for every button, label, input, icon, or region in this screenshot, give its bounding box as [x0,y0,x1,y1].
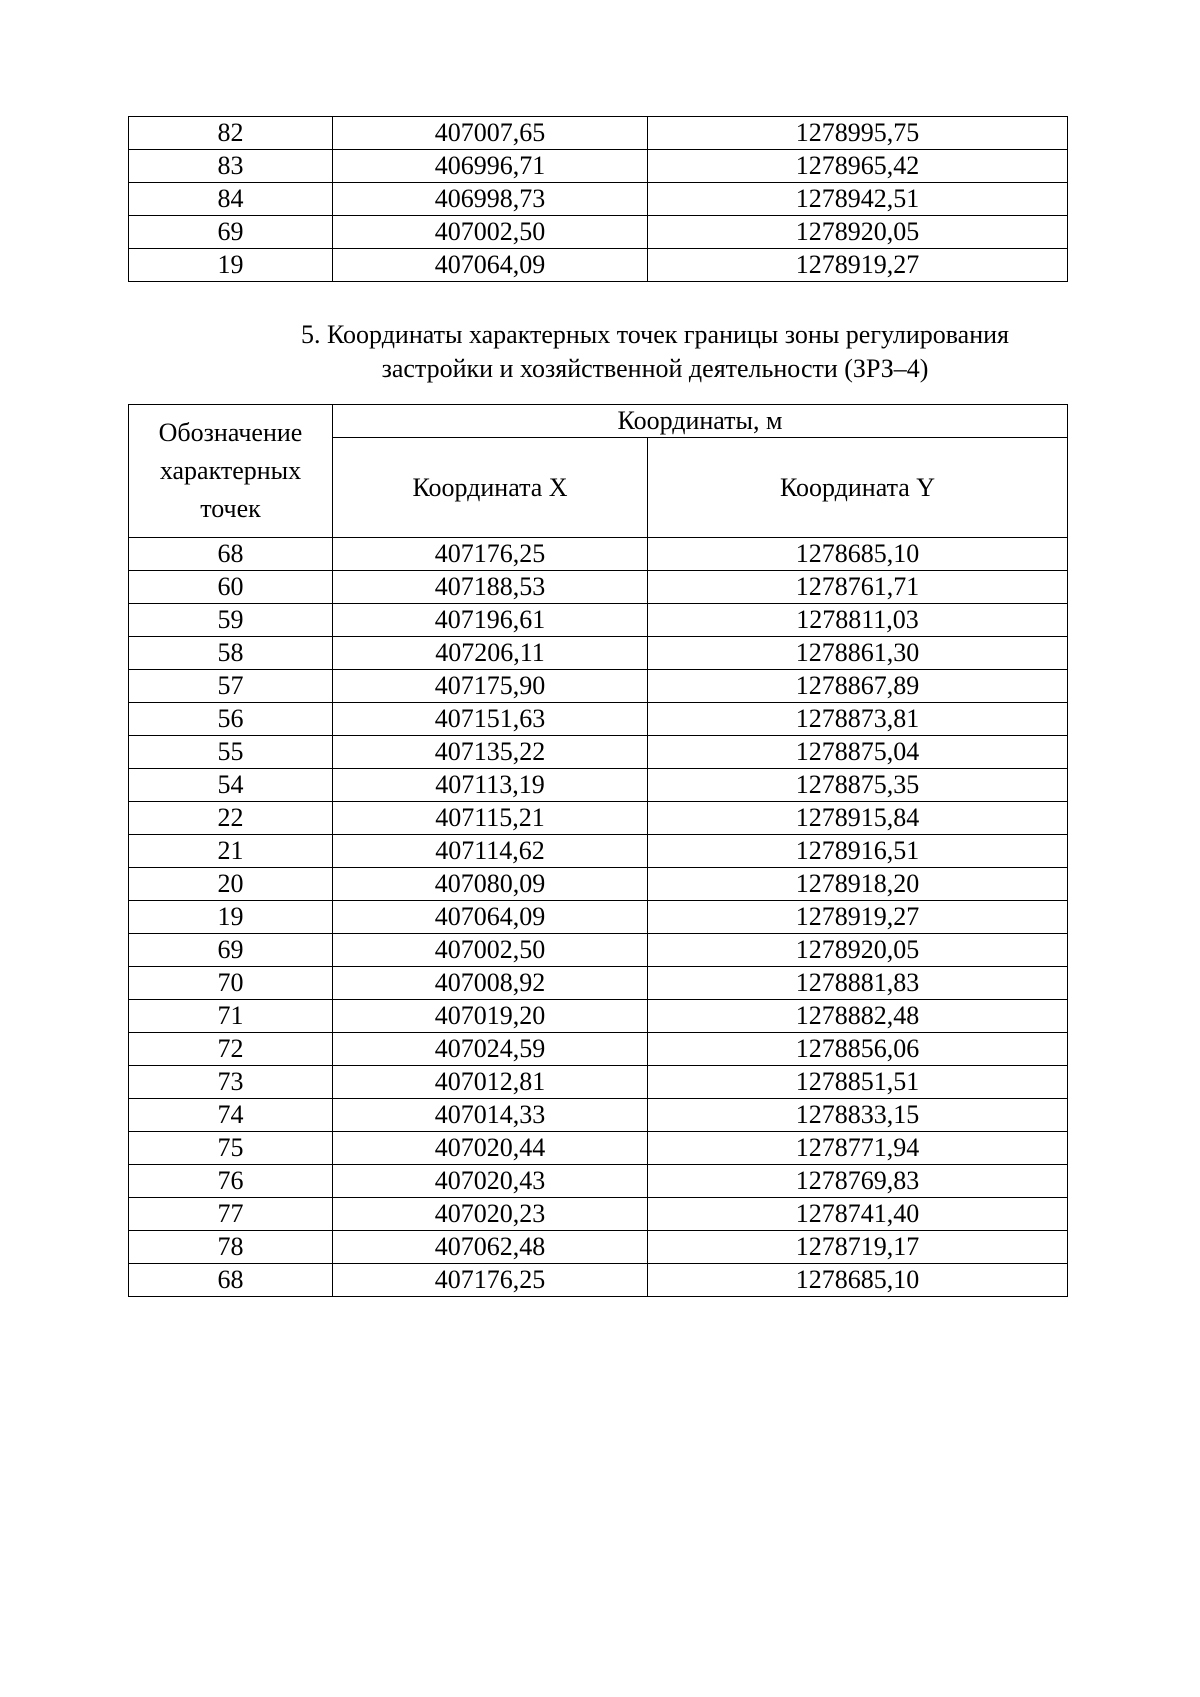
coordinate-y-cell: 1278920,05 [648,934,1068,967]
table-row [129,1198,1068,1231]
point-number-cell: 68 [129,1264,333,1297]
point-number-cell: 20 [129,868,333,901]
table-row [129,1264,1068,1297]
coordinate-y-cell: 1278919,27 [648,901,1068,934]
point-number-cell: 69 [129,216,333,249]
section-heading [240,318,1070,386]
point-number-cell: 77 [129,1198,333,1231]
header-coordinate-x: Координата X [333,438,648,538]
coordinate-y-cell: 1278995,75 [648,117,1068,150]
coordinate-y-cell: 1278833,15 [648,1099,1068,1132]
coordinate-y-cell: 1278882,48 [648,1000,1068,1033]
table-row [129,703,1068,736]
section-heading-line-1: 5. Координаты характерных точек границы зоны регулирования [301,320,1009,349]
coordinate-y-cell: 1278741,40 [648,1198,1068,1231]
coordinate-y-cell: 1278861,30 [648,637,1068,670]
coordinate-y-cell: 1278920,05 [648,216,1068,249]
header-designation: Обозначение характерных точек [129,405,333,538]
zrz4-coordinates-table [128,404,1068,1297]
coordinate-x-cell: 407196,61 [333,604,648,637]
coordinate-x-cell: 407064,09 [333,901,648,934]
coordinate-x-cell: 407188,53 [333,571,648,604]
table-row [129,117,1068,150]
point-number-cell: 75 [129,1132,333,1165]
coordinate-x-cell: 406998,73 [333,183,648,216]
point-number-cell: 78 [129,1231,333,1264]
point-number-cell: 19 [129,249,333,282]
coordinate-y-cell: 1278851,51 [648,1066,1068,1099]
point-number-cell: 68 [129,538,333,571]
coordinate-y-cell: 1278867,89 [648,670,1068,703]
coordinate-x-cell: 407115,21 [333,802,648,835]
table-row [129,604,1068,637]
table-row [129,216,1068,249]
coordinate-y-cell: 1278771,94 [648,1132,1068,1165]
coordinate-x-cell: 407114,62 [333,835,648,868]
coordinate-x-cell: 407064,09 [333,249,648,282]
point-number-cell: 71 [129,1000,333,1033]
point-number-cell: 73 [129,1066,333,1099]
coordinate-y-cell: 1278719,17 [648,1231,1068,1264]
coordinate-x-cell: 407008,92 [333,967,648,1000]
coordinate-x-cell: 407020,43 [333,1165,648,1198]
coordinate-x-cell: 407080,09 [333,868,648,901]
coordinate-y-cell: 1278881,83 [648,967,1068,1000]
coordinate-y-cell: 1278769,83 [648,1165,1068,1198]
table-row [129,637,1068,670]
table-row [129,670,1068,703]
coordinate-y-cell: 1278761,71 [648,571,1068,604]
point-number-cell: 56 [129,703,333,736]
coordinate-y-cell: 1278875,35 [648,769,1068,802]
point-number-cell: 60 [129,571,333,604]
coordinate-x-cell: 407151,63 [333,703,648,736]
table-row [129,835,1068,868]
coordinate-x-cell: 407012,81 [333,1066,648,1099]
coordinate-x-cell: 407176,25 [333,1264,648,1297]
point-number-cell: 55 [129,736,333,769]
coordinate-x-cell: 407002,50 [333,934,648,967]
section-heading-line-2: застройки и хозяйственной деятельности (ЗРЗ–4) [381,354,929,383]
point-number-cell: 84 [129,183,333,216]
coordinate-y-cell: 1278811,03 [648,604,1068,637]
coordinate-y-cell: 1278942,51 [648,183,1068,216]
coordinate-y-cell: 1278875,04 [648,736,1068,769]
point-number-cell: 82 [129,117,333,150]
coordinate-x-cell: 407020,23 [333,1198,648,1231]
table-row [129,1066,1068,1099]
table-row [129,150,1068,183]
table-row [129,1231,1068,1264]
table-row [129,1000,1068,1033]
coordinate-x-cell: 407062,48 [333,1231,648,1264]
coordinate-x-cell: 407024,59 [333,1033,648,1066]
header-coordinate-y: Координата Y [648,438,1068,538]
coordinate-y-cell: 1278685,10 [648,538,1068,571]
coordinate-x-cell: 407019,20 [333,1000,648,1033]
table-row [129,183,1068,216]
point-number-cell: 70 [129,967,333,1000]
point-number-cell: 59 [129,604,333,637]
table-row [129,538,1068,571]
coordinate-x-cell: 407007,65 [333,117,648,150]
coordinate-x-cell: 407175,90 [333,670,648,703]
coordinate-x-cell: 407002,50 [333,216,648,249]
table-row [129,1132,1068,1165]
table-header [129,405,1068,538]
header-coordinates: Координаты, м [333,405,1068,438]
continued-coordinates-table [128,116,1068,282]
point-number-cell: 54 [129,769,333,802]
table-row [129,967,1068,1000]
point-number-cell: 76 [129,1165,333,1198]
coordinate-y-cell: 1278918,20 [648,868,1068,901]
coordinate-x-cell: 407135,22 [333,736,648,769]
table-row [129,571,1068,604]
point-number-cell: 22 [129,802,333,835]
table-row [129,249,1068,282]
table-row [129,901,1068,934]
table-row [129,802,1068,835]
coordinate-x-cell: 407206,11 [333,637,648,670]
coordinate-x-cell: 407176,25 [333,538,648,571]
coordinate-y-cell: 1278856,06 [648,1033,1068,1066]
main-table-body [129,538,1068,1297]
table-row [129,1033,1068,1066]
coordinate-x-cell: 407020,44 [333,1132,648,1165]
coordinate-y-cell: 1278915,84 [648,802,1068,835]
coordinate-x-cell: 406996,71 [333,150,648,183]
coordinate-y-cell: 1278685,10 [648,1264,1068,1297]
coordinate-y-cell: 1278916,51 [648,835,1068,868]
coordinate-x-cell: 407014,33 [333,1099,648,1132]
point-number-cell: 72 [129,1033,333,1066]
point-number-cell: 19 [129,901,333,934]
point-number-cell: 69 [129,934,333,967]
point-number-cell: 57 [129,670,333,703]
point-number-cell: 83 [129,150,333,183]
coordinate-y-cell: 1278965,42 [648,150,1068,183]
coordinate-y-cell: 1278919,27 [648,249,1068,282]
point-number-cell: 21 [129,835,333,868]
point-number-cell: 58 [129,637,333,670]
continued-table-body [129,117,1068,282]
table-row [129,868,1068,901]
coordinate-x-cell: 407113,19 [333,769,648,802]
coordinate-y-cell: 1278873,81 [648,703,1068,736]
table-row [129,769,1068,802]
table-row [129,934,1068,967]
table-row [129,1165,1068,1198]
table-row [129,1099,1068,1132]
table-row [129,736,1068,769]
point-number-cell: 74 [129,1099,333,1132]
